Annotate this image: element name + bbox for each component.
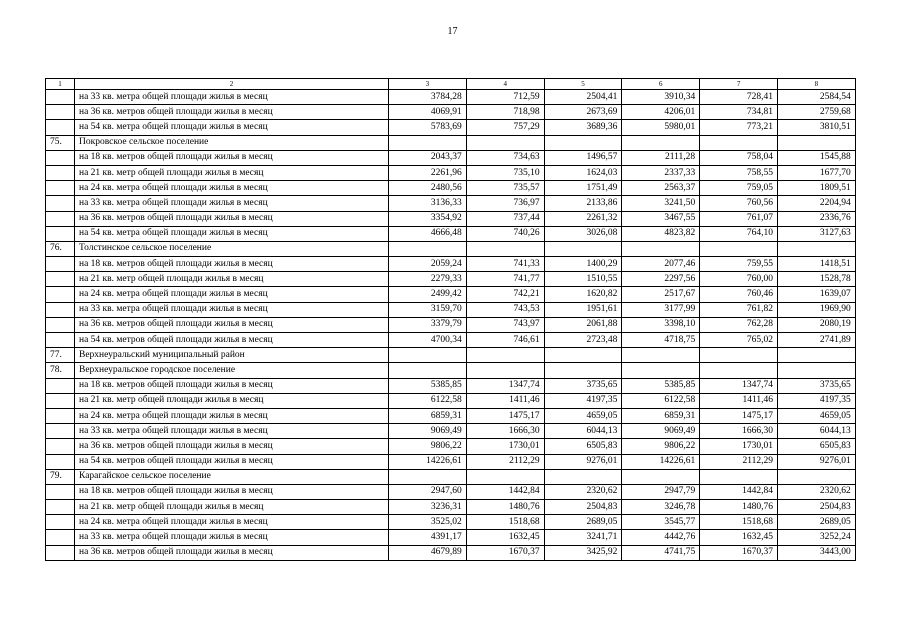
table-row xyxy=(46,378,856,393)
row-label-cell: на 33 кв. метра общей площади жилья в месяц xyxy=(75,90,389,105)
value-cell-col-6: 2077,46 xyxy=(622,257,700,272)
value-cell-col-7: 762,28 xyxy=(700,317,778,332)
value-cell-col-6: 4823,82 xyxy=(622,226,700,241)
value-cell-col-8: 4659,05 xyxy=(777,408,855,423)
value-cell-col-6: 3910,34 xyxy=(622,90,700,105)
value-cell-col-4: 736,97 xyxy=(466,196,544,211)
row-index-cell xyxy=(46,90,75,105)
row-index-cell: 79. xyxy=(46,469,75,484)
value-cell-col-7: 760,46 xyxy=(700,287,778,302)
value-cell-col-7: 758,04 xyxy=(700,150,778,165)
value-cell-col-5: 2673,69 xyxy=(544,105,622,120)
value-cell-col-4: 1632,45 xyxy=(466,530,544,545)
value-cell-col-7: 759,05 xyxy=(700,181,778,196)
value-cell-col-6: 3246,78 xyxy=(622,500,700,515)
value-cell-col-4: 735,57 xyxy=(466,181,544,196)
value-cell-col-5: 2504,41 xyxy=(544,90,622,105)
value-cell-col-7: 728,41 xyxy=(700,90,778,105)
value-cell-col-4 xyxy=(466,135,544,150)
row-index-cell xyxy=(46,545,75,560)
value-cell-col-8: 3127,63 xyxy=(777,226,855,241)
value-cell-col-7: 734,81 xyxy=(700,105,778,120)
value-cell-col-8: 2504,83 xyxy=(777,500,855,515)
value-cell-col-7: 773,21 xyxy=(700,120,778,135)
value-cell-col-8: 3810,51 xyxy=(777,120,855,135)
row-label-cell: на 18 кв. метров общей площади жилья в месяц xyxy=(75,150,389,165)
value-cell-col-7 xyxy=(700,469,778,484)
row-label-cell: на 36 кв. метров общей площади жилья в месяц xyxy=(75,439,389,454)
column-number-7: 7 xyxy=(700,79,778,90)
value-cell-col-8: 2741,89 xyxy=(777,333,855,348)
value-cell-col-4: 1666,30 xyxy=(466,424,544,439)
table-row xyxy=(46,120,856,135)
table-row xyxy=(46,439,856,454)
table-row xyxy=(46,515,856,530)
value-cell-col-6: 6859,31 xyxy=(622,408,700,423)
value-cell-col-5 xyxy=(544,363,622,378)
value-cell-col-6 xyxy=(622,348,700,363)
row-index-cell xyxy=(46,272,75,287)
value-cell-col-3: 2043,37 xyxy=(389,150,467,165)
row-label-cell: на 36 кв. метров общей площади жилья в месяц xyxy=(75,317,389,332)
value-cell-col-3: 5385,85 xyxy=(389,378,467,393)
row-label-cell: на 24 кв. метра общей площади жилья в месяц xyxy=(75,287,389,302)
column-number-5: 5 xyxy=(544,79,622,90)
value-cell-col-5: 1496,57 xyxy=(544,150,622,165)
table-row xyxy=(46,408,856,423)
row-index-cell xyxy=(46,196,75,211)
value-cell-col-6: 3545,77 xyxy=(622,515,700,530)
value-cell-col-7: 1632,45 xyxy=(700,530,778,545)
value-cell-col-8: 6044,13 xyxy=(777,424,855,439)
value-cell-col-8: 4197,35 xyxy=(777,393,855,408)
value-cell-col-5: 3425,92 xyxy=(544,545,622,560)
value-cell-col-4 xyxy=(466,469,544,484)
value-cell-col-6: 2563,37 xyxy=(622,181,700,196)
value-cell-col-4: 746,61 xyxy=(466,333,544,348)
row-label-cell: на 33 кв. метра общей площади жилья в месяц xyxy=(75,424,389,439)
value-cell-col-8: 1809,51 xyxy=(777,181,855,196)
value-cell-col-6: 9806,22 xyxy=(622,439,700,454)
row-label-cell: Верхнеуральский муниципальный район xyxy=(75,348,389,363)
value-cell-col-8: 1677,70 xyxy=(777,165,855,180)
value-cell-col-6: 2337,33 xyxy=(622,165,700,180)
value-cell-col-7: 760,56 xyxy=(700,196,778,211)
value-cell-col-5: 2261,32 xyxy=(544,211,622,226)
row-label-cell: Толстинское сельское поселение xyxy=(75,241,389,256)
value-cell-col-3: 3379,79 xyxy=(389,317,467,332)
row-index-cell xyxy=(46,530,75,545)
row-index-cell: 78. xyxy=(46,363,75,378)
column-number-3: 3 xyxy=(389,79,467,90)
row-index-cell xyxy=(46,150,75,165)
value-cell-col-8: 3735,65 xyxy=(777,378,855,393)
value-cell-col-4: 741,77 xyxy=(466,272,544,287)
value-cell-col-5: 1751,49 xyxy=(544,181,622,196)
value-cell-col-6: 3177,99 xyxy=(622,302,700,317)
value-cell-col-8: 2336,76 xyxy=(777,211,855,226)
value-cell-col-8 xyxy=(777,363,855,378)
value-cell-col-4: 735,10 xyxy=(466,165,544,180)
row-index-cell xyxy=(46,287,75,302)
table-row xyxy=(46,484,856,499)
value-cell-col-8: 3252,24 xyxy=(777,530,855,545)
value-cell-col-6: 3398,10 xyxy=(622,317,700,332)
value-cell-col-3: 4069,91 xyxy=(389,105,467,120)
row-index-cell: 76. xyxy=(46,241,75,256)
row-label-cell: на 33 кв. метра общей площади жилья в месяц xyxy=(75,196,389,211)
value-cell-col-4: 1411,46 xyxy=(466,393,544,408)
value-cell-col-8: 2204,94 xyxy=(777,196,855,211)
section-row xyxy=(46,348,856,363)
value-cell-col-6: 5980,01 xyxy=(622,120,700,135)
row-label-cell: на 24 кв. метра общей площади жилья в месяц xyxy=(75,181,389,196)
value-cell-col-5: 1510,55 xyxy=(544,272,622,287)
value-cell-col-8: 1528,78 xyxy=(777,272,855,287)
value-cell-col-7: 1518,68 xyxy=(700,515,778,530)
value-cell-col-4 xyxy=(466,348,544,363)
value-cell-col-5: 3689,36 xyxy=(544,120,622,135)
section-row xyxy=(46,363,856,378)
value-cell-col-8 xyxy=(777,135,855,150)
value-cell-col-6: 3467,55 xyxy=(622,211,700,226)
value-cell-col-5: 3241,71 xyxy=(544,530,622,545)
value-cell-col-7: 761,07 xyxy=(700,211,778,226)
value-cell-col-3: 3784,28 xyxy=(389,90,467,105)
row-index-cell xyxy=(46,165,75,180)
row-index-cell xyxy=(46,257,75,272)
row-label-cell: на 54 кв. метра общей площади жилья в месяц xyxy=(75,120,389,135)
value-cell-col-3: 2480,56 xyxy=(389,181,467,196)
row-index-cell xyxy=(46,424,75,439)
value-cell-col-7: 1442,84 xyxy=(700,484,778,499)
row-label-cell: на 54 кв. метра общей площади жилья в месяц xyxy=(75,226,389,241)
value-cell-col-5: 3026,08 xyxy=(544,226,622,241)
value-cell-col-3: 2261,96 xyxy=(389,165,467,180)
value-cell-col-3: 3354,92 xyxy=(389,211,467,226)
value-cell-col-6: 4718,75 xyxy=(622,333,700,348)
value-cell-col-4: 741,33 xyxy=(466,257,544,272)
value-cell-col-7: 2112,29 xyxy=(700,454,778,469)
row-label-cell: на 24 кв. метра общей площади жилья в месяц xyxy=(75,515,389,530)
row-index-cell xyxy=(46,211,75,226)
value-cell-col-4: 718,98 xyxy=(466,105,544,120)
value-cell-col-5: 1400,29 xyxy=(544,257,622,272)
row-label-cell: на 36 кв. метров общей площади жилья в месяц xyxy=(75,545,389,560)
value-cell-col-3: 5783,69 xyxy=(389,120,467,135)
row-index-cell xyxy=(46,484,75,499)
value-cell-col-5: 2320,62 xyxy=(544,484,622,499)
value-cell-col-5: 2061,88 xyxy=(544,317,622,332)
value-cell-col-7: 764,10 xyxy=(700,226,778,241)
table-body xyxy=(46,79,856,561)
value-cell-col-4: 743,97 xyxy=(466,317,544,332)
value-cell-col-6 xyxy=(622,363,700,378)
value-cell-col-6 xyxy=(622,469,700,484)
value-cell-col-3: 2279,33 xyxy=(389,272,467,287)
column-number-2: 2 xyxy=(75,79,389,90)
value-cell-col-7 xyxy=(700,241,778,256)
value-cell-col-5 xyxy=(544,241,622,256)
value-cell-col-8: 1639,07 xyxy=(777,287,855,302)
table-row xyxy=(46,165,856,180)
value-cell-col-6: 14226,61 xyxy=(622,454,700,469)
value-cell-col-6: 5385,85 xyxy=(622,378,700,393)
table-row xyxy=(46,287,856,302)
value-cell-col-4: 712,59 xyxy=(466,90,544,105)
column-number-1: 1 xyxy=(46,79,75,90)
value-cell-col-4: 1518,68 xyxy=(466,515,544,530)
value-cell-col-6 xyxy=(622,135,700,150)
value-cell-col-4: 742,21 xyxy=(466,287,544,302)
value-cell-col-4: 2112,29 xyxy=(466,454,544,469)
value-cell-col-8: 2584,54 xyxy=(777,90,855,105)
value-cell-col-8 xyxy=(777,469,855,484)
row-label-cell: на 36 кв. метров общей площади жилья в месяц xyxy=(75,105,389,120)
value-cell-col-7: 765,02 xyxy=(700,333,778,348)
table-row xyxy=(46,211,856,226)
value-cell-col-7: 1347,74 xyxy=(700,378,778,393)
value-cell-col-4 xyxy=(466,363,544,378)
row-label-cell: на 54 кв. метров общей площади жилья в месяц xyxy=(75,333,389,348)
value-cell-col-8: 6505,83 xyxy=(777,439,855,454)
column-number-header-row xyxy=(46,79,856,90)
value-cell-col-8: 2759,68 xyxy=(777,105,855,120)
value-cell-col-7: 1411,46 xyxy=(700,393,778,408)
value-cell-col-7: 1666,30 xyxy=(700,424,778,439)
value-cell-col-8: 1545,88 xyxy=(777,150,855,165)
value-cell-col-5: 4659,05 xyxy=(544,408,622,423)
value-cell-col-3: 9069,49 xyxy=(389,424,467,439)
value-cell-col-3: 14226,61 xyxy=(389,454,467,469)
value-cell-col-3: 6859,31 xyxy=(389,408,467,423)
value-cell-col-6 xyxy=(622,241,700,256)
value-cell-col-4: 1347,74 xyxy=(466,378,544,393)
tariff-table xyxy=(45,78,856,561)
value-cell-col-3: 6122,58 xyxy=(389,393,467,408)
value-cell-col-5 xyxy=(544,469,622,484)
table-row xyxy=(46,302,856,317)
table-row xyxy=(46,333,856,348)
value-cell-col-4: 1475,17 xyxy=(466,408,544,423)
row-index-cell xyxy=(46,515,75,530)
row-label-cell: Верхнеуральское городское поселение xyxy=(75,363,389,378)
value-cell-col-7: 1730,01 xyxy=(700,439,778,454)
row-index-cell: 77. xyxy=(46,348,75,363)
row-label-cell: на 54 кв. метров общей площади жилья в месяц xyxy=(75,454,389,469)
row-label-cell: на 18 кв. метров общей площади жилья в месяц xyxy=(75,378,389,393)
page-number: 17 xyxy=(447,26,458,37)
table-row xyxy=(46,317,856,332)
value-cell-col-3: 4700,34 xyxy=(389,333,467,348)
value-cell-col-4: 737,44 xyxy=(466,211,544,226)
row-index-cell xyxy=(46,333,75,348)
value-cell-col-3 xyxy=(389,469,467,484)
row-label-cell: на 21 кв. метр общей площади жилья в месяц xyxy=(75,165,389,180)
value-cell-col-3: 2499,42 xyxy=(389,287,467,302)
value-cell-col-6: 2947,79 xyxy=(622,484,700,499)
row-label-cell: на 24 кв. метра общей площади жилья в месяц xyxy=(75,408,389,423)
value-cell-col-6: 4741,75 xyxy=(622,545,700,560)
value-cell-col-8 xyxy=(777,348,855,363)
section-row xyxy=(46,241,856,256)
value-cell-col-3: 3136,33 xyxy=(389,196,467,211)
value-cell-col-3: 4666,48 xyxy=(389,226,467,241)
value-cell-col-5: 6505,83 xyxy=(544,439,622,454)
value-cell-col-7 xyxy=(700,363,778,378)
value-cell-col-4: 743,53 xyxy=(466,302,544,317)
table-row xyxy=(46,257,856,272)
value-cell-col-4: 1442,84 xyxy=(466,484,544,499)
value-cell-col-4: 740,26 xyxy=(466,226,544,241)
value-cell-col-6: 2111,28 xyxy=(622,150,700,165)
value-cell-col-8: 1418,51 xyxy=(777,257,855,272)
table-row xyxy=(46,393,856,408)
row-label-cell: на 33 кв. метра общей площади жилья в месяц xyxy=(75,530,389,545)
table-row xyxy=(46,196,856,211)
value-cell-col-8 xyxy=(777,241,855,256)
row-label-cell: на 21 кв. метр общей площади жилья в месяц xyxy=(75,500,389,515)
value-cell-col-4: 1730,01 xyxy=(466,439,544,454)
table-row xyxy=(46,454,856,469)
value-cell-col-4: 757,29 xyxy=(466,120,544,135)
table-row xyxy=(46,424,856,439)
row-index-cell xyxy=(46,181,75,196)
value-cell-col-3 xyxy=(389,135,467,150)
value-cell-col-3 xyxy=(389,241,467,256)
value-cell-col-3: 3236,31 xyxy=(389,500,467,515)
row-index-cell xyxy=(46,105,75,120)
table-row xyxy=(46,272,856,287)
row-index-cell xyxy=(46,378,75,393)
value-cell-col-7: 1475,17 xyxy=(700,408,778,423)
row-index-cell xyxy=(46,302,75,317)
section-row xyxy=(46,135,856,150)
value-cell-col-8: 2689,05 xyxy=(777,515,855,530)
row-index-cell xyxy=(46,120,75,135)
value-cell-col-5: 2723,48 xyxy=(544,333,622,348)
value-cell-col-4: 734,63 xyxy=(466,150,544,165)
value-cell-col-6: 6122,58 xyxy=(622,393,700,408)
column-number-6: 6 xyxy=(622,79,700,90)
value-cell-col-3: 2059,24 xyxy=(389,257,467,272)
row-index-cell xyxy=(46,226,75,241)
table-row xyxy=(46,226,856,241)
table-row xyxy=(46,500,856,515)
value-cell-col-7 xyxy=(700,135,778,150)
row-label-cell: на 21 кв. метр общей площади жилья в месяц xyxy=(75,393,389,408)
table-row xyxy=(46,181,856,196)
value-cell-col-4: 1480,76 xyxy=(466,500,544,515)
value-cell-col-3: 3159,70 xyxy=(389,302,467,317)
value-cell-col-6: 4442,76 xyxy=(622,530,700,545)
column-number-4: 4 xyxy=(466,79,544,90)
value-cell-col-6: 4206,01 xyxy=(622,105,700,120)
column-number-8: 8 xyxy=(777,79,855,90)
value-cell-col-8: 2080,19 xyxy=(777,317,855,332)
value-cell-col-7: 760,00 xyxy=(700,272,778,287)
value-cell-col-6: 2297,56 xyxy=(622,272,700,287)
row-label-cell: на 18 кв. метров общей площади жилья в месяц xyxy=(75,484,389,499)
value-cell-col-3 xyxy=(389,348,467,363)
row-index-cell xyxy=(46,408,75,423)
value-cell-col-5: 1624,03 xyxy=(544,165,622,180)
value-cell-col-3: 9806,22 xyxy=(389,439,467,454)
table-row xyxy=(46,90,856,105)
value-cell-col-8: 9276,01 xyxy=(777,454,855,469)
value-cell-col-5: 2689,05 xyxy=(544,515,622,530)
row-label-cell: на 21 кв. метр общей площади жилья в месяц xyxy=(75,272,389,287)
value-cell-col-8: 1969,90 xyxy=(777,302,855,317)
value-cell-col-5 xyxy=(544,348,622,363)
row-index-cell xyxy=(46,317,75,332)
value-cell-col-5: 1951,61 xyxy=(544,302,622,317)
value-cell-col-7: 761,82 xyxy=(700,302,778,317)
value-cell-col-3 xyxy=(389,363,467,378)
value-cell-col-8: 3443,00 xyxy=(777,545,855,560)
row-label-cell: на 18 кв. метров общей площади жилья в месяц xyxy=(75,257,389,272)
table-row xyxy=(46,530,856,545)
value-cell-col-5: 2133,86 xyxy=(544,196,622,211)
value-cell-col-7: 759,55 xyxy=(700,257,778,272)
value-cell-col-5: 6044,13 xyxy=(544,424,622,439)
value-cell-col-3: 4679,89 xyxy=(389,545,467,560)
value-cell-col-3: 4391,17 xyxy=(389,530,467,545)
value-cell-col-3: 2947,60 xyxy=(389,484,467,499)
row-index-cell: 75. xyxy=(46,135,75,150)
value-cell-col-7 xyxy=(700,348,778,363)
row-index-cell xyxy=(46,454,75,469)
row-label-cell: Покровское сельское поселение xyxy=(75,135,389,150)
row-label-cell: на 36 кв. метров общей площади жилья в месяц xyxy=(75,211,389,226)
value-cell-col-5: 3735,65 xyxy=(544,378,622,393)
value-cell-col-4: 1670,37 xyxy=(466,545,544,560)
table-row xyxy=(46,545,856,560)
section-row xyxy=(46,469,856,484)
table-row xyxy=(46,150,856,165)
value-cell-col-5: 4197,35 xyxy=(544,393,622,408)
value-cell-col-5 xyxy=(544,135,622,150)
value-cell-col-8: 2320,62 xyxy=(777,484,855,499)
table-row xyxy=(46,105,856,120)
row-index-cell xyxy=(46,439,75,454)
value-cell-col-6: 3241,50 xyxy=(622,196,700,211)
value-cell-col-4 xyxy=(466,241,544,256)
value-cell-col-6: 2517,67 xyxy=(622,287,700,302)
row-index-cell xyxy=(46,500,75,515)
value-cell-col-7: 758,55 xyxy=(700,165,778,180)
value-cell-col-3: 3525,02 xyxy=(389,515,467,530)
value-cell-col-5: 2504,83 xyxy=(544,500,622,515)
row-label-cell: Карагайское сельское поселение xyxy=(75,469,389,484)
value-cell-col-6: 9069,49 xyxy=(622,424,700,439)
value-cell-col-7: 1480,76 xyxy=(700,500,778,515)
row-label-cell: на 33 кв. метра общей площади жилья в месяц xyxy=(75,302,389,317)
value-cell-col-5: 1620,82 xyxy=(544,287,622,302)
row-index-cell xyxy=(46,393,75,408)
value-cell-col-5: 9276,01 xyxy=(544,454,622,469)
value-cell-col-7: 1670,37 xyxy=(700,545,778,560)
